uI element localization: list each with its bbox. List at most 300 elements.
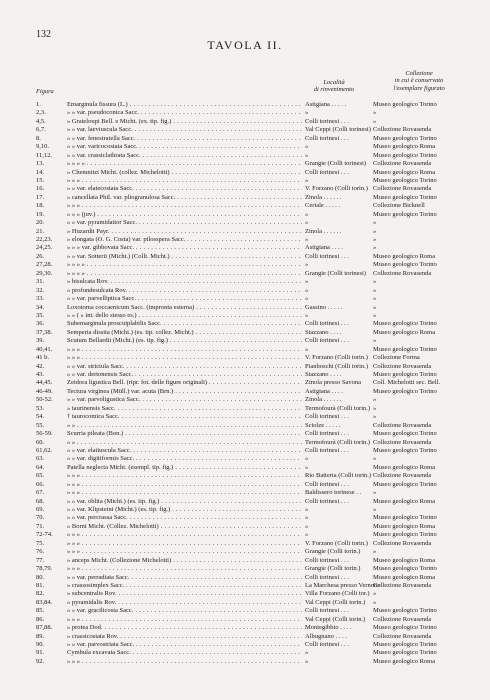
header-collezione	[374, 70, 464, 92]
locality: »	[305, 219, 309, 227]
figure-number: 24,25.	[36, 244, 53, 252]
collection: »	[373, 236, 377, 243]
locality: Colli torinesi . . .	[305, 134, 349, 142]
table-row	[36, 649, 466, 657]
collection: Collezione Rovasenda	[373, 438, 432, 446]
species-name: » » var. elatiuscula Sacc. . . .	[67, 447, 302, 455]
table-row	[36, 616, 466, 624]
locality: V. Forzano (Colli torin.)	[305, 185, 368, 193]
table-row	[36, 219, 466, 227]
locality: Colli torinesi . . .	[305, 607, 349, 615]
collection: Museo geologico Roma	[373, 143, 436, 151]
table-row	[36, 590, 466, 598]
figure-number: 77.	[36, 556, 45, 564]
locality: Astigiana . . . .	[305, 244, 343, 252]
table-row	[36, 337, 466, 345]
species-name: » » ( » int. dello stesso es.) . . .	[67, 312, 302, 320]
table-row	[36, 557, 466, 565]
species-name: † taurocomica Sacc. . . .	[67, 413, 302, 421]
table-row	[36, 261, 466, 269]
species-name: » » » (juv.) . . .	[67, 211, 302, 219]
collection: Collezione Rovasenda	[373, 160, 432, 168]
collection: Museo geologico Torino	[373, 387, 437, 395]
species-name: » » var. crassiclathrata Sacc. . . .	[67, 152, 302, 160]
table-row	[36, 169, 466, 177]
species-name: » protea Dod. . . .	[67, 624, 302, 632]
locality: »	[305, 506, 309, 513]
figure-number: 43.	[36, 371, 45, 378]
table-row	[36, 135, 466, 143]
table-row	[36, 320, 466, 328]
species-name: » » var. digitiformis Sacc. . . .	[67, 455, 302, 463]
locality: Zinola . . . . . .	[305, 227, 342, 235]
collection: Museo geologico Torino	[373, 624, 437, 632]
locality: Colli torinesi . . .	[305, 252, 349, 260]
species-name: » » . . .	[67, 422, 302, 430]
species-name: » » var. pseudoconica Sacc. . . .	[67, 109, 302, 117]
figure-number: 26.	[36, 252, 45, 260]
figure-number: 69.	[36, 506, 45, 513]
locality: »	[305, 463, 309, 471]
figure-number: 70.	[36, 514, 45, 522]
collection: »	[373, 227, 377, 235]
figure-number: 27,28.	[36, 261, 53, 269]
locality: Colli torinesi . . .	[305, 641, 349, 648]
locality: Astigiana . . . . .	[305, 101, 347, 108]
locality: Zinola . . . . . .	[305, 396, 342, 404]
locality: Zinola . . . . . .	[305, 193, 342, 201]
table-row	[36, 531, 466, 539]
collection: Museo geologico Torino	[373, 514, 437, 522]
collection: Museo geologico Torino	[373, 134, 437, 142]
locality: Stazzano . . . .	[305, 371, 342, 378]
species-name: » » » . . .	[67, 531, 302, 539]
species-name: » Chemnitzi Micht. (collez. Michelotti) . . .	[67, 169, 302, 177]
table-row	[36, 354, 466, 362]
locality: Val Ceppi (Colli torin.)	[305, 615, 366, 623]
figure-number: 11,12.	[36, 151, 53, 159]
figure-number: 50-52.	[36, 396, 53, 404]
species-name: » » var. dertonensis Sacc. . . .	[67, 371, 302, 379]
figure-number: 81.	[36, 581, 45, 589]
plate-table	[36, 101, 466, 666]
species-name: » » var. parvoligustica Sacc. . . .	[67, 396, 302, 404]
table-row	[36, 371, 466, 379]
figure-number: 16.	[36, 185, 45, 193]
figure-number: 65.	[36, 472, 45, 480]
figure-number: 21.	[36, 227, 45, 235]
table-row	[36, 236, 466, 244]
locality: Sciolze . . . . .	[305, 421, 341, 429]
locality: Colli torinesi . . .	[305, 320, 349, 328]
species-name: Subemarginula proscuiplabilis Sacc. . . .	[67, 320, 302, 328]
locality: Val Ceppi (Colli torinesi)	[305, 126, 371, 134]
figure-number: 78,79.	[36, 565, 53, 573]
locality: Pianboschi (Colli torin.)	[305, 362, 369, 370]
figure-number: 42.	[36, 362, 45, 370]
table-row	[36, 422, 466, 430]
species-name: » » » . . .	[67, 548, 302, 556]
locality: Ceriale . . . . .	[305, 202, 341, 210]
collection: Museo geologico Torino	[373, 565, 437, 573]
collection: »	[373, 311, 377, 319]
locality: Termofourà (Colli torin.)	[305, 438, 371, 446]
species-name: » » var. parvelliptica Sacc. . . .	[67, 295, 302, 303]
collection: »	[373, 413, 377, 421]
species-name: » » » . . .	[67, 565, 302, 573]
locality: Termofourà (Colli torin.)	[305, 404, 371, 412]
locality: V. Forzano (Colli torin.)	[305, 539, 368, 547]
collection: Collezione Rovasenda	[373, 539, 432, 547]
table-row	[36, 498, 466, 506]
collection: Collezione Rovasenda	[373, 421, 432, 429]
locality: Grangie (Colli torin.)	[305, 565, 361, 573]
table-row	[36, 514, 466, 522]
species-name: » » » . . .	[67, 202, 302, 210]
table-row	[36, 143, 466, 151]
table-row	[36, 295, 466, 303]
table-row	[36, 152, 466, 160]
locality: »	[305, 143, 309, 151]
collection: »	[373, 244, 377, 252]
figure-number: 29,30.	[36, 269, 53, 277]
figure-number: 15.	[36, 176, 45, 184]
species-name: » » var. pyramidatior Sacc. . . .	[67, 219, 302, 227]
species-name: » taurinensis Sacc. . . .	[67, 405, 302, 413]
table-row	[36, 523, 466, 531]
collection: »	[373, 598, 377, 606]
locality: Stazzano . . . .	[305, 328, 342, 336]
figure-number: 53.	[36, 404, 45, 412]
species-name: » » var. Klipsteini (Micht.) (es. tip. fig.) . . .	[67, 506, 302, 514]
collection: »	[373, 117, 377, 125]
locality: Colli torinesi . . .	[305, 430, 349, 438]
figure-number: 35.	[36, 311, 45, 319]
figure-number: 40,41.	[36, 345, 53, 353]
locality: Gassino . . . . .	[305, 303, 343, 311]
collection: »	[373, 303, 377, 311]
figure-number: 66.	[36, 480, 45, 488]
figure-number: 19.	[36, 210, 45, 218]
figure-number: 76.	[36, 548, 45, 556]
figure-number: 46-49.	[36, 387, 53, 395]
table-row	[36, 228, 466, 236]
species-name: » Grateloupi Bell. e Micht. (ex. tip. fig.) . . .	[67, 118, 302, 126]
page-number: 132	[36, 29, 51, 40]
locality: Grangie (Colli torinesi)	[305, 160, 367, 168]
collection: Museo geologico Roma	[373, 463, 436, 471]
species-name: Tectura virginea (Müll.) var. acuta (Brn.) . . .	[67, 388, 302, 396]
locality: »	[305, 345, 309, 353]
locality: Montegibbio . . . .	[305, 624, 352, 632]
figure-number: 17.	[36, 193, 45, 201]
collection: Collezione Bicknell	[373, 202, 425, 210]
locality: »	[305, 657, 309, 665]
collection: Collezione Forma	[373, 354, 420, 362]
header-collezione-line3: l'esemplare figurato	[393, 84, 445, 92]
locality: »	[305, 261, 309, 269]
species-name: Emarginula fissura (L.) . . .	[67, 101, 302, 109]
table-row	[36, 185, 466, 193]
collection: »	[373, 286, 377, 294]
table-row	[36, 489, 466, 497]
table-row	[36, 599, 466, 607]
species-name: » » var. laeviuscula Sacc. . . .	[67, 126, 302, 134]
locality: »	[305, 522, 309, 530]
collection: Museo geologico Torino	[373, 649, 437, 657]
table-row	[36, 253, 466, 261]
table-row	[36, 506, 466, 514]
species-name: » » » . . .	[67, 616, 302, 624]
figure-number: 20.	[36, 219, 45, 227]
figure-number: 71.	[36, 522, 45, 530]
species-name: Loxotoma coccaenicum Sacc. (impronta esterna) . . .	[67, 304, 302, 312]
collection: Museo geologico Roma	[373, 497, 436, 505]
header-figura	[36, 88, 54, 95]
collection: »	[373, 590, 377, 598]
locality: Zinola presso Savona	[305, 379, 361, 387]
figure-number: 68.	[36, 497, 45, 505]
collection: »	[373, 219, 377, 227]
table-row	[36, 194, 466, 202]
table-row	[36, 439, 466, 447]
figure-number: 44,45.	[36, 379, 53, 387]
collection: Collezione Rovasenda	[373, 185, 432, 193]
locality: »	[305, 455, 309, 463]
table-row	[36, 244, 466, 252]
table-row	[36, 447, 466, 455]
locality: V. Forzano (Colli torin.)	[305, 354, 368, 362]
figure-number: 14.	[36, 168, 45, 176]
collection: »	[373, 489, 377, 497]
species-name: » bisulcata Rov. . . .	[67, 278, 302, 286]
collection: Museo geologico Torino	[373, 641, 437, 648]
collection: Collezione Rovasenda	[373, 615, 432, 623]
collection: Museo geologico Torino	[373, 261, 437, 269]
figure-number: 32.	[36, 286, 45, 294]
collection: Museo geologico Torino	[373, 607, 437, 615]
figure-number: 87,88.	[36, 624, 53, 632]
figure-number: 18.	[36, 202, 45, 210]
locality: Grangie (Colli torin.)	[305, 548, 361, 556]
species-name: » » » . . .	[67, 346, 302, 354]
species-name: » » var. oblita (Micht.) (es. tip. fig.) . . .	[67, 498, 302, 506]
collection: Museo geologico Torino	[373, 101, 437, 108]
collection: Museo geologico Torino	[373, 371, 437, 378]
collection: Collezione Rovasenda	[373, 126, 432, 134]
collection: Museo geologico Torino	[373, 151, 437, 159]
table-row	[36, 270, 466, 278]
species-name: » » var. Sotterii (Micht.) (Colli. Micht.) . . .	[67, 253, 302, 261]
table-row	[36, 312, 466, 320]
table-row	[36, 413, 466, 421]
table-row	[36, 101, 466, 109]
species-name: » » var. gracilicosta Sacc. . . .	[67, 607, 302, 615]
collection: Museo geologico Torino	[373, 320, 437, 328]
species-name: » elongata (O. G. Costa) var. pilosspera Sacc. . . .	[67, 236, 302, 244]
table-row	[36, 582, 466, 590]
collection: »	[373, 295, 377, 303]
locality: Grangie (Colli torinesi)	[305, 269, 367, 277]
figure-number: 55.	[36, 421, 45, 429]
collection: Collezione Rovasenda	[373, 632, 432, 640]
table-row	[36, 126, 466, 134]
species-name: » » var. elatecostata Sacc. . . .	[67, 185, 302, 193]
locality: La Marchesa presso Vernone	[305, 581, 381, 589]
table-row	[36, 346, 466, 354]
locality: »	[305, 278, 309, 286]
locality: »	[305, 176, 309, 184]
collection: Museo geologico Torino	[373, 480, 437, 488]
collection: Collezione Rovasenda	[373, 472, 432, 480]
figure-number: 13.	[36, 160, 45, 168]
locality: Rio Batteria (Colli torin.)	[305, 472, 372, 480]
species-name: Scurria pileata (Bon.) . . .	[67, 430, 302, 438]
figure-number: 37,38.	[36, 328, 53, 336]
figure-number: 67.	[36, 489, 45, 497]
table-row	[36, 548, 466, 556]
locality: Baldissero torinese . .	[305, 489, 362, 497]
collection: Collezione Rovasenda	[373, 269, 432, 277]
locality: Colli torinesi . . .	[305, 413, 349, 421]
species-name: » crassicostata Rov. . . .	[67, 633, 302, 641]
figure-number: 60.	[36, 438, 45, 446]
species-name: » pyramidalis Rov. . . .	[67, 599, 302, 607]
collection: »	[373, 404, 377, 412]
collection: Coll. Michelotti sec. Bell.	[373, 379, 441, 387]
table-row	[36, 472, 466, 480]
locality: »	[305, 109, 309, 117]
species-name: » » » » . . .	[67, 270, 302, 278]
figure-number: 9,10.	[36, 143, 49, 151]
species-name: Semperia dissita (Micht.) (es. tip. collez. Micht.) . . .	[67, 329, 302, 337]
table-row	[36, 455, 466, 463]
table-row	[36, 633, 466, 641]
species-name: » » » var. gibbovata Sacc. . . .	[67, 244, 302, 252]
table-row	[36, 641, 466, 649]
locality: Astigiana . . . .	[305, 387, 343, 395]
collection: Museo geologico Torino	[373, 446, 437, 454]
figure-number: 31.	[36, 278, 45, 286]
figure-number: 34.	[36, 303, 45, 311]
collection: Museo geologico Roma	[373, 573, 436, 581]
locality: Colli torinesi . . .	[305, 480, 349, 488]
collection: Museo geologico Roma	[373, 657, 436, 665]
locality: Albugnano . . . .	[305, 632, 347, 640]
figure-number: 90.	[36, 641, 45, 648]
table-row	[36, 109, 466, 117]
species-name: » » » . . .	[67, 472, 302, 480]
collection: Collezione Rovasenda	[373, 581, 432, 589]
figure-number: 41 b.	[36, 354, 49, 362]
species-name: » subcentralis Rov. . . .	[67, 590, 302, 598]
species-name: » » » . . .	[67, 481, 302, 489]
figure-number: 85.	[36, 607, 45, 615]
figure-number: 8.	[36, 134, 41, 142]
collection: »	[373, 278, 377, 286]
locality: »	[305, 210, 309, 218]
species-name: Cymbula excavata Sacc. . . .	[67, 649, 302, 657]
header-localita-line1: Località	[323, 79, 345, 86]
collection: Museo geologico Torino	[373, 531, 437, 539]
figure-number: 64.	[36, 463, 45, 471]
species-name: » » var. percrassa Sacc. . . .	[67, 514, 302, 522]
collection: Museo geologico Torino	[373, 176, 437, 184]
species-name: » » . . .	[67, 439, 302, 447]
figure-number: 83,84.	[36, 598, 53, 606]
species-name: » » var. perradiata Sacc. . . .	[67, 574, 302, 582]
species-name: » » » » . . .	[67, 261, 302, 269]
collection: Museo geologico Torino	[373, 345, 437, 353]
locality: »	[305, 295, 309, 303]
species-name: » cancellata Phil. var. pliogranulosa Sacc. . . .	[67, 194, 302, 202]
figure-number: 22,23.	[36, 236, 53, 243]
collection: »	[373, 548, 377, 556]
table-row	[36, 211, 466, 219]
species-name: » Huzardii Payr. . . .	[67, 228, 302, 236]
figure-number: 75.	[36, 539, 45, 547]
table-row	[36, 565, 466, 573]
locality: Villa Forzano (Colli tor.)	[305, 590, 370, 598]
locality: Colli torinesi . . .	[305, 337, 349, 345]
table-row	[36, 118, 466, 126]
table-row	[36, 540, 466, 548]
collection: »	[373, 396, 377, 404]
species-name: » profundesulcata Rov. . . .	[67, 287, 302, 295]
species-name: » crassosimplex Sacc. . . .	[67, 582, 302, 590]
header-localita	[296, 79, 372, 94]
table-row	[36, 379, 466, 387]
collection: Museo geologico Roma	[373, 556, 436, 564]
figure-number: 86.	[36, 615, 45, 623]
table-row	[36, 278, 466, 286]
locality: »	[305, 649, 309, 657]
collection: Museo geologico Roma	[373, 522, 436, 530]
figure-number: 39.	[36, 337, 45, 345]
locality: Colli torinesi . . .	[305, 117, 349, 125]
table-row	[36, 607, 466, 615]
table-row	[36, 160, 466, 168]
header-collezione-line2: in cui è conservato	[394, 77, 444, 85]
collection: »	[373, 337, 377, 345]
species-name: » anceps Micht. (Collezione Michelotti) . . .	[67, 557, 302, 565]
figure-number: 92.	[36, 657, 45, 665]
species-name: » » » . . .	[67, 489, 302, 497]
figure-number: 54.	[36, 413, 45, 421]
table-row	[36, 574, 466, 582]
figure-number: 82.	[36, 590, 45, 598]
locality: »	[305, 286, 309, 294]
locality: »	[305, 236, 309, 243]
table-row	[36, 304, 466, 312]
locality: Colli torinesi . . .	[305, 446, 349, 454]
species-name: » » var. varicocostata Sacc. . . .	[67, 143, 302, 151]
figure-number: 72-74.	[36, 531, 53, 539]
species-name: » » var. fenestratella Sacc. . . .	[67, 135, 302, 143]
table-row	[36, 405, 466, 413]
collection: Museo geologico Roma	[373, 168, 436, 176]
table-row	[36, 624, 466, 632]
species-name: » » » » . . .	[67, 160, 302, 168]
locality: »	[305, 514, 309, 522]
table-row	[36, 287, 466, 295]
collection: Museo geologico Roma	[373, 252, 436, 260]
collection: »	[373, 455, 377, 463]
table-row	[36, 363, 466, 371]
species-name: Scutum Bellardii (Micht.) (es. tip. fig.) . . .	[67, 337, 302, 345]
figure-number: 91.	[36, 649, 45, 657]
collection: Collezione Rovasenda	[373, 362, 432, 370]
